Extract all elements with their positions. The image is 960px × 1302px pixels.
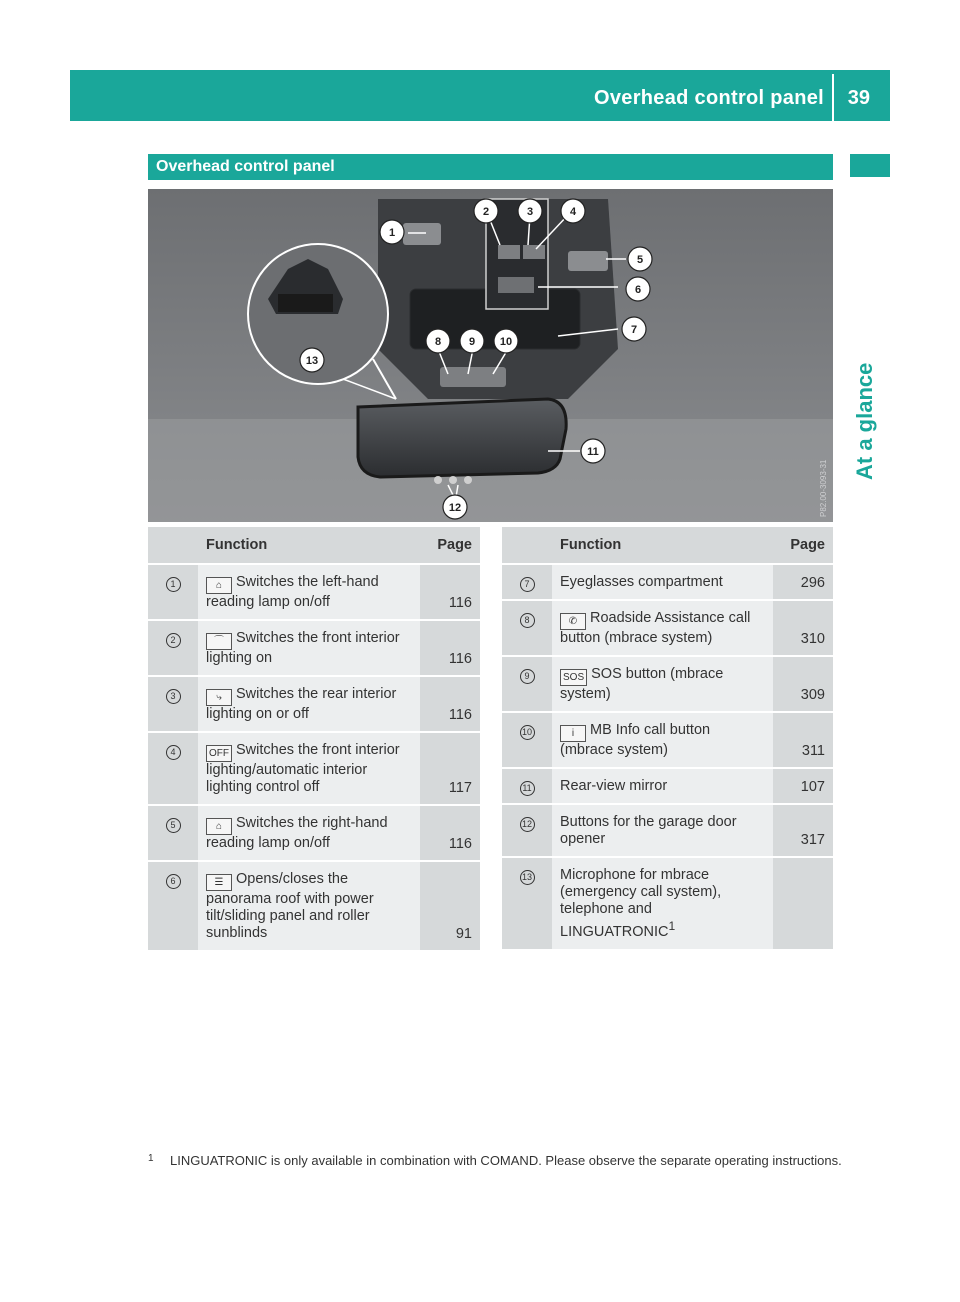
table-row [502, 857, 833, 950]
function-table-right [502, 527, 833, 951]
table-row [148, 861, 480, 951]
rear-interior-light-icon: ⤷ [206, 689, 232, 706]
function-text: MB Info call button (mbrace system) [560, 722, 711, 758]
function-text: Switches the rear interior lighting on or off [206, 686, 397, 722]
callout-label: 12 [448, 502, 462, 514]
item-number: 8 [520, 613, 535, 628]
sos-icon: SOS [560, 669, 587, 686]
item-number: 5 [166, 818, 181, 833]
page-ref: 107 [773, 768, 833, 804]
function-text: Switches the right-hand reading lamp on/off [206, 815, 388, 851]
page-ref [773, 857, 833, 950]
section-title: Overhead control panel [156, 158, 335, 175]
callout-label: 3 [526, 206, 534, 218]
item-number: 7 [520, 577, 535, 592]
item-number: 1 [166, 577, 181, 592]
item-number: 3 [166, 689, 181, 704]
table-row [502, 768, 833, 804]
table-row [148, 805, 480, 861]
page-ref: 117 [420, 732, 480, 805]
table-header-page: Page [773, 527, 833, 564]
side-tab-marker [850, 154, 890, 177]
side-tab-label: At a glance [852, 362, 877, 480]
callout-label: 1 [388, 227, 396, 239]
table-row [148, 676, 480, 732]
item-number: 13 [520, 870, 535, 885]
overhead-panel-photo [148, 189, 833, 522]
table-row [502, 804, 833, 857]
item-number: 12 [520, 817, 535, 832]
function-text: Buttons for the garage door opener [560, 814, 737, 847]
panorama-roof-icon: ☰ [206, 874, 232, 891]
item-number: 11 [520, 781, 535, 796]
function-text: Roadside Assistance call button (mbrace system) [560, 610, 751, 646]
item-number: 4 [166, 745, 181, 760]
reading-lamp-icon: ⌂ [206, 818, 232, 835]
callout-label: 6 [634, 284, 642, 296]
header-title: Overhead control panel [594, 87, 824, 109]
reading-lamp-icon: ⌂ [206, 577, 232, 594]
callout-label: 7 [630, 324, 638, 336]
callout-label: 8 [434, 336, 442, 348]
item-number: 10 [520, 725, 535, 740]
page-ref: 91 [420, 861, 480, 951]
callout-label: 10 [499, 336, 513, 348]
roadside-assistance-icon: ✆ [560, 613, 586, 630]
page-ref: 296 [773, 564, 833, 600]
item-number: 9 [520, 669, 535, 684]
page-ref: 310 [773, 600, 833, 656]
table-row [148, 732, 480, 805]
page-ref: 116 [420, 676, 480, 732]
front-interior-light-icon: ⌒ [206, 633, 232, 650]
table-header-page: Page [420, 527, 480, 564]
function-text: Rear-view mirror [560, 778, 668, 794]
table-row [502, 656, 833, 712]
item-number: 6 [166, 874, 181, 889]
page-number: 39 [847, 87, 870, 109]
function-text: Switches the front interior lighting/automatic interior lighting control off [206, 742, 400, 795]
page-ref: 116 [420, 620, 480, 676]
page-ref: 116 [420, 564, 480, 620]
footnote-text: LINGUATRONIC is only available in combination with COMAND. Please observe the separate operating instructions. [170, 1153, 842, 1168]
section-title-bar [148, 154, 833, 180]
function-text: Microphone for mbrace (emergency call system), telephone and LINGUATRONIC [560, 867, 722, 940]
footnote-mark: 1 [148, 1153, 154, 1164]
table-header-num [148, 527, 198, 564]
function-table-left [148, 527, 480, 952]
table-row [502, 600, 833, 656]
header-separator [832, 74, 834, 121]
table-header-function: Function [552, 527, 773, 564]
page-ref: 317 [773, 804, 833, 857]
page-ref: 116 [420, 805, 480, 861]
function-text: Eyeglasses compartment [560, 574, 723, 590]
footnote-ref: 1 [668, 919, 676, 933]
table-header-num [502, 527, 552, 564]
table-row [502, 712, 833, 768]
image-code: P82.00-3093-31 [819, 459, 828, 517]
callout-label: 11 [587, 446, 599, 458]
table-row [148, 564, 480, 620]
page-ref: 311 [773, 712, 833, 768]
callout-label: 4 [569, 206, 577, 218]
function-text: Switches the front interior lighting on [206, 630, 400, 666]
info-call-icon: i [560, 725, 586, 742]
page-ref: 309 [773, 656, 833, 712]
overhead-panel-illustration [148, 189, 833, 522]
function-text: SOS button (mbrace system) [560, 666, 724, 702]
footnote [148, 1152, 848, 1169]
interior-light-off-icon: OFF [206, 745, 232, 762]
function-text: Opens/closes the panorama roof with power tilt/sliding panel and roller sunblinds [206, 871, 374, 941]
callout-label: 5 [636, 254, 644, 266]
callout-label: 9 [468, 336, 476, 348]
callout-label: 13 [305, 355, 319, 367]
callout-label: 2 [482, 206, 490, 218]
table-header-function: Function [198, 527, 420, 564]
function-text: Switches the left-hand reading lamp on/off [206, 574, 379, 610]
table-row [148, 620, 480, 676]
side-tab [852, 330, 892, 480]
page-header [70, 70, 890, 121]
table-row [502, 564, 833, 600]
item-number: 2 [166, 633, 181, 648]
